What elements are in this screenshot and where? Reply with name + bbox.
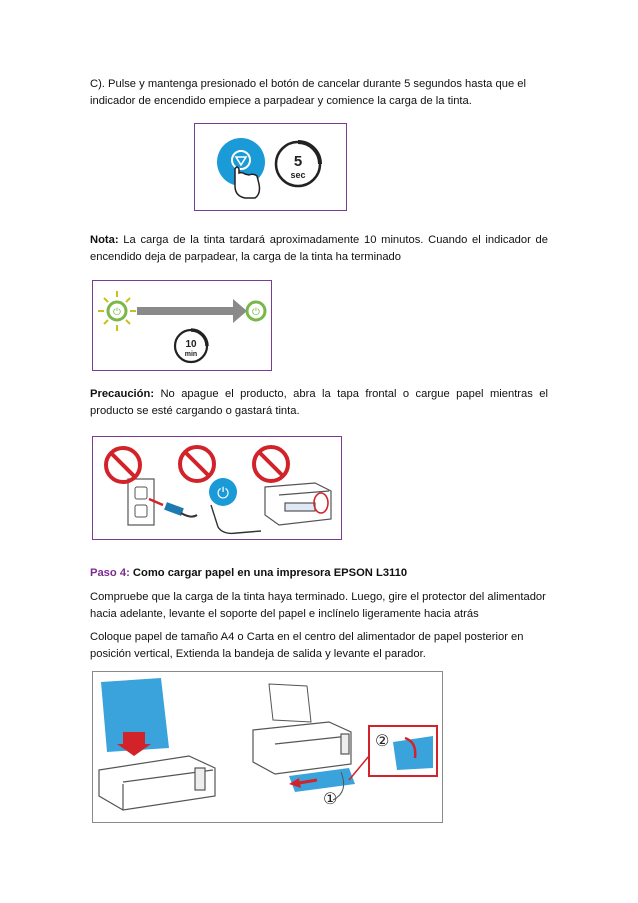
paper-support-illustration bbox=[269, 684, 311, 722]
timer-icon bbox=[276, 142, 320, 186]
printer-icon bbox=[253, 722, 351, 774]
paper-intro-paragraph: Compruebe que la carga de la tinta haya terminado. Luego, gire el protector del alimentador hacia adelante, levante el soporte del papel e inclínelo ligeramente hacia atrás bbox=[90, 591, 546, 620]
prohibited-icon bbox=[106, 448, 140, 482]
arrow-right-icon bbox=[233, 299, 247, 323]
step-4-heading bbox=[90, 565, 548, 582]
finger-press-icon bbox=[211, 505, 261, 533]
prohibited-icon bbox=[254, 447, 288, 481]
detail-inset bbox=[369, 726, 437, 776]
step-4-label: Paso 4: bbox=[90, 567, 130, 579]
power-outlet-icon bbox=[128, 479, 154, 525]
paper-loading-figure bbox=[92, 671, 443, 823]
timer-number: 10 bbox=[185, 339, 197, 350]
prohibited-icon bbox=[180, 447, 214, 481]
svg-text:⏻: ⏻ bbox=[113, 307, 121, 318]
note-paragraph bbox=[90, 232, 548, 266]
note-text: La carga de la tinta tardará aproximadamente 10 minutos. Cuando el indicador de encendido deja de parpadear, la carga de la tinta ha terminado bbox=[90, 234, 548, 263]
timer-unit: min bbox=[184, 351, 198, 358]
paper-load-paragraph: Coloque papel de tamaño A4 o Carta en el centro del alimentador de papel posterior en posición vertical, Extienda la bandeja de salida y levante el parador. bbox=[90, 631, 524, 660]
note-label: Nota: bbox=[90, 234, 119, 246]
callout-line bbox=[349, 756, 369, 780]
power-plug-icon bbox=[164, 502, 197, 516]
step-marker-2: ② bbox=[375, 731, 390, 750]
timer-unit: sec bbox=[290, 170, 306, 180]
power-icon: ⏻ bbox=[217, 484, 229, 502]
step-c-paragraph: C). Pulse y mantenga presionado el botón de cancelar durante 5 segundos hasta que el indicador de encendido empiece a parpadear y comience la carga de la tinta. bbox=[90, 78, 526, 107]
caution-label: Precaución: bbox=[90, 388, 155, 400]
arrow-shaft bbox=[137, 307, 235, 315]
printer-icon bbox=[265, 483, 331, 525]
step-marker-1: ① bbox=[323, 789, 338, 808]
timer-number: 5 bbox=[293, 153, 303, 170]
step-4-title: Como cargar papel en una impresora EPSON L3110 bbox=[129, 567, 408, 579]
svg-text:⏻: ⏻ bbox=[252, 307, 260, 318]
printer-icon bbox=[99, 756, 215, 810]
cancel-button-figure bbox=[194, 123, 347, 211]
timer-icon bbox=[175, 330, 207, 362]
power-indicator-figure bbox=[92, 280, 272, 371]
prohibited-actions-figure bbox=[92, 436, 342, 540]
caution-paragraph bbox=[90, 386, 548, 420]
caution-text: No apague el producto, abra la tapa frontal o cargue papel mientras el producto se esté cargando o gastará tinta. bbox=[90, 388, 548, 417]
